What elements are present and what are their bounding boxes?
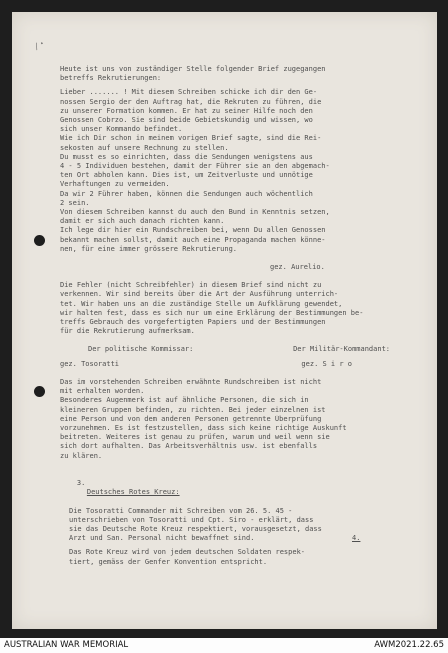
text-line: Du musst es so einrichten, dass die Sendungen wenigstens aus	[60, 152, 313, 161]
section-3-body	[60, 507, 390, 544]
text-line: damit er sich auch danach richten kann.	[60, 217, 225, 226]
text-line: Von diesem Schreiben kannst du auch den Bund in Kenntnis setzen,	[60, 208, 330, 217]
signature-names	[60, 360, 390, 369]
text-line: 2 sein.	[60, 198, 90, 207]
text-line: sie das Deutsche Rote Kreuz respektiert, vorausgesetzt, dass	[69, 524, 322, 533]
punch-hole-top	[34, 235, 45, 246]
text-line: Lieber ....... ! Mit diesem Schreiben schicke ich dir den Ge-	[60, 88, 318, 97]
text-line: treffs Gebrauch des vorgefertigten Papiers und der Bestimmungen	[60, 318, 326, 327]
text-line: nossen Sergio der den Auftrag hat, die Rekruten zu führen, die	[60, 97, 322, 106]
archive-id: AWM2021.22.65	[374, 640, 444, 650]
text-line: Die Tosoratti Commander mit Schreiben vom 26. 5. 45 -	[69, 506, 293, 515]
section-number: 3.	[76, 478, 86, 487]
text-line: Da wir 2 Führer haben, können die Sendungen auch wöchentlich	[60, 189, 313, 198]
typewritten-text	[60, 65, 390, 567]
commander-title: Der Militär-Kommandant:	[293, 345, 390, 354]
instructions-paragraph	[60, 378, 390, 461]
text-line: verkennen. Wir sind bereits über die Art der Ausführung unterrich-	[60, 290, 339, 299]
text-line: unterschrieben von Tosoratti und Cpt. Siro - erklärt, dass	[69, 515, 314, 524]
text-line: sekosten auf unsere Rechnung zu stellen.	[60, 143, 229, 152]
intro-paragraph	[60, 65, 390, 83]
text-line: bekannt machen sollst, damit auch eine Propaganda machen könne-	[60, 235, 326, 244]
letter-signature: gez. Aurelio.	[270, 263, 325, 272]
text-line: Verhaftungen zu vermeiden.	[60, 180, 170, 189]
text-line: sich unser Kommando befindet.	[60, 125, 183, 134]
text-line: Das Rote Kreuz wird von jedem deutschen Soldaten respek-	[69, 548, 306, 557]
pencil-mark: ⁄·	[31, 37, 48, 54]
text-line: betreffs Rekrutierungen:	[60, 74, 162, 83]
text-line: mit erhalten worden.	[60, 387, 145, 396]
text-line: Genossen Cobrzo. Sie sind beide Gebietskundig und wissen, wo	[60, 116, 313, 125]
text-line: eine Person und von dem anderen Personen getrennte Überprüfung	[60, 414, 322, 423]
text-line: Das im vorstehenden Schreiben erwähnte Rundschreiben ist nicht	[60, 377, 322, 386]
commissar-name: gez. Tosoratti	[60, 359, 120, 368]
text-line: ten Ort abholen kann. Dies ist, um Zeitverluste und unnötige	[60, 171, 313, 180]
archive-footer	[0, 638, 448, 653]
commander-name: gez. S i r o	[301, 359, 352, 368]
section-title: Deutsches Rotes Kreuz:	[86, 488, 180, 497]
text-line: Heute ist uns von zuständiger Stelle folgender Brief zugegangen	[60, 65, 326, 73]
section-3-body-2	[60, 548, 390, 566]
punch-hole-bottom	[34, 386, 45, 397]
section-3-heading	[60, 470, 390, 507]
signature-titles	[60, 345, 390, 354]
commentary-paragraph	[60, 281, 390, 336]
text-line: 4 - 5 Individuen bestehen, damit der Führer sie an den abgemach-	[60, 162, 330, 171]
text-line: Ich lege dir hier ein Rundschreiben bei, wenn Du allen Genossen	[60, 226, 326, 235]
quoted-letter	[60, 88, 390, 254]
text-line: sich dort aufhalten. Das Arbeitsverhältnis usw. ist ebenfalls	[60, 442, 318, 451]
text-line: für die Rekrutierung aufmerksam.	[60, 327, 195, 336]
text-line: Die Fehler (nicht Schreibfehler) in diesem Brief sind nicht zu	[60, 281, 322, 290]
commissar-title: Der politische Kommissar:	[88, 345, 194, 354]
text-line: Wie ich Dir schon in meinem vorigen Brief sagte, sind die Rei-	[60, 134, 322, 143]
text-line: wir halten fest, dass es sich nur um eine Erklärung der Bestimmungen be-	[60, 308, 364, 317]
text-line: Besonderes Augenmerk ist auf ähnliche Personen, die sich in	[60, 396, 309, 405]
text-line: kleineren Gruppen befinden, zu richten. Bei jeder einzelnen ist	[60, 405, 326, 414]
text-line: zu unserer Formation kommen. Er hat zu seiner Hilfe noch den	[60, 106, 313, 115]
text-line: tiert, gemäss der Genfer Konvention entspricht.	[69, 557, 268, 566]
text-line: beitreten. Weiteres ist genau zu prüfen, warum und weil wenn sie	[60, 433, 330, 442]
text-line: zu klären.	[60, 451, 103, 460]
text-line: Arzt und San. Personal nicht bewaffnet sind.	[69, 534, 255, 543]
text-line: vorzunehmen. Es ist festzustellen, dass sich keine richtige Auskunft	[60, 423, 347, 432]
text-line: tet. Wir haben uns an die zuständige Stelle um Aufklärung gewendet,	[60, 299, 343, 308]
text-line: nen, für eine immer grössere Rekrutierung.	[60, 244, 238, 253]
page-number: 4.	[352, 534, 361, 542]
archive-name: AUSTRALIAN WAR MEMORIAL	[4, 640, 129, 650]
